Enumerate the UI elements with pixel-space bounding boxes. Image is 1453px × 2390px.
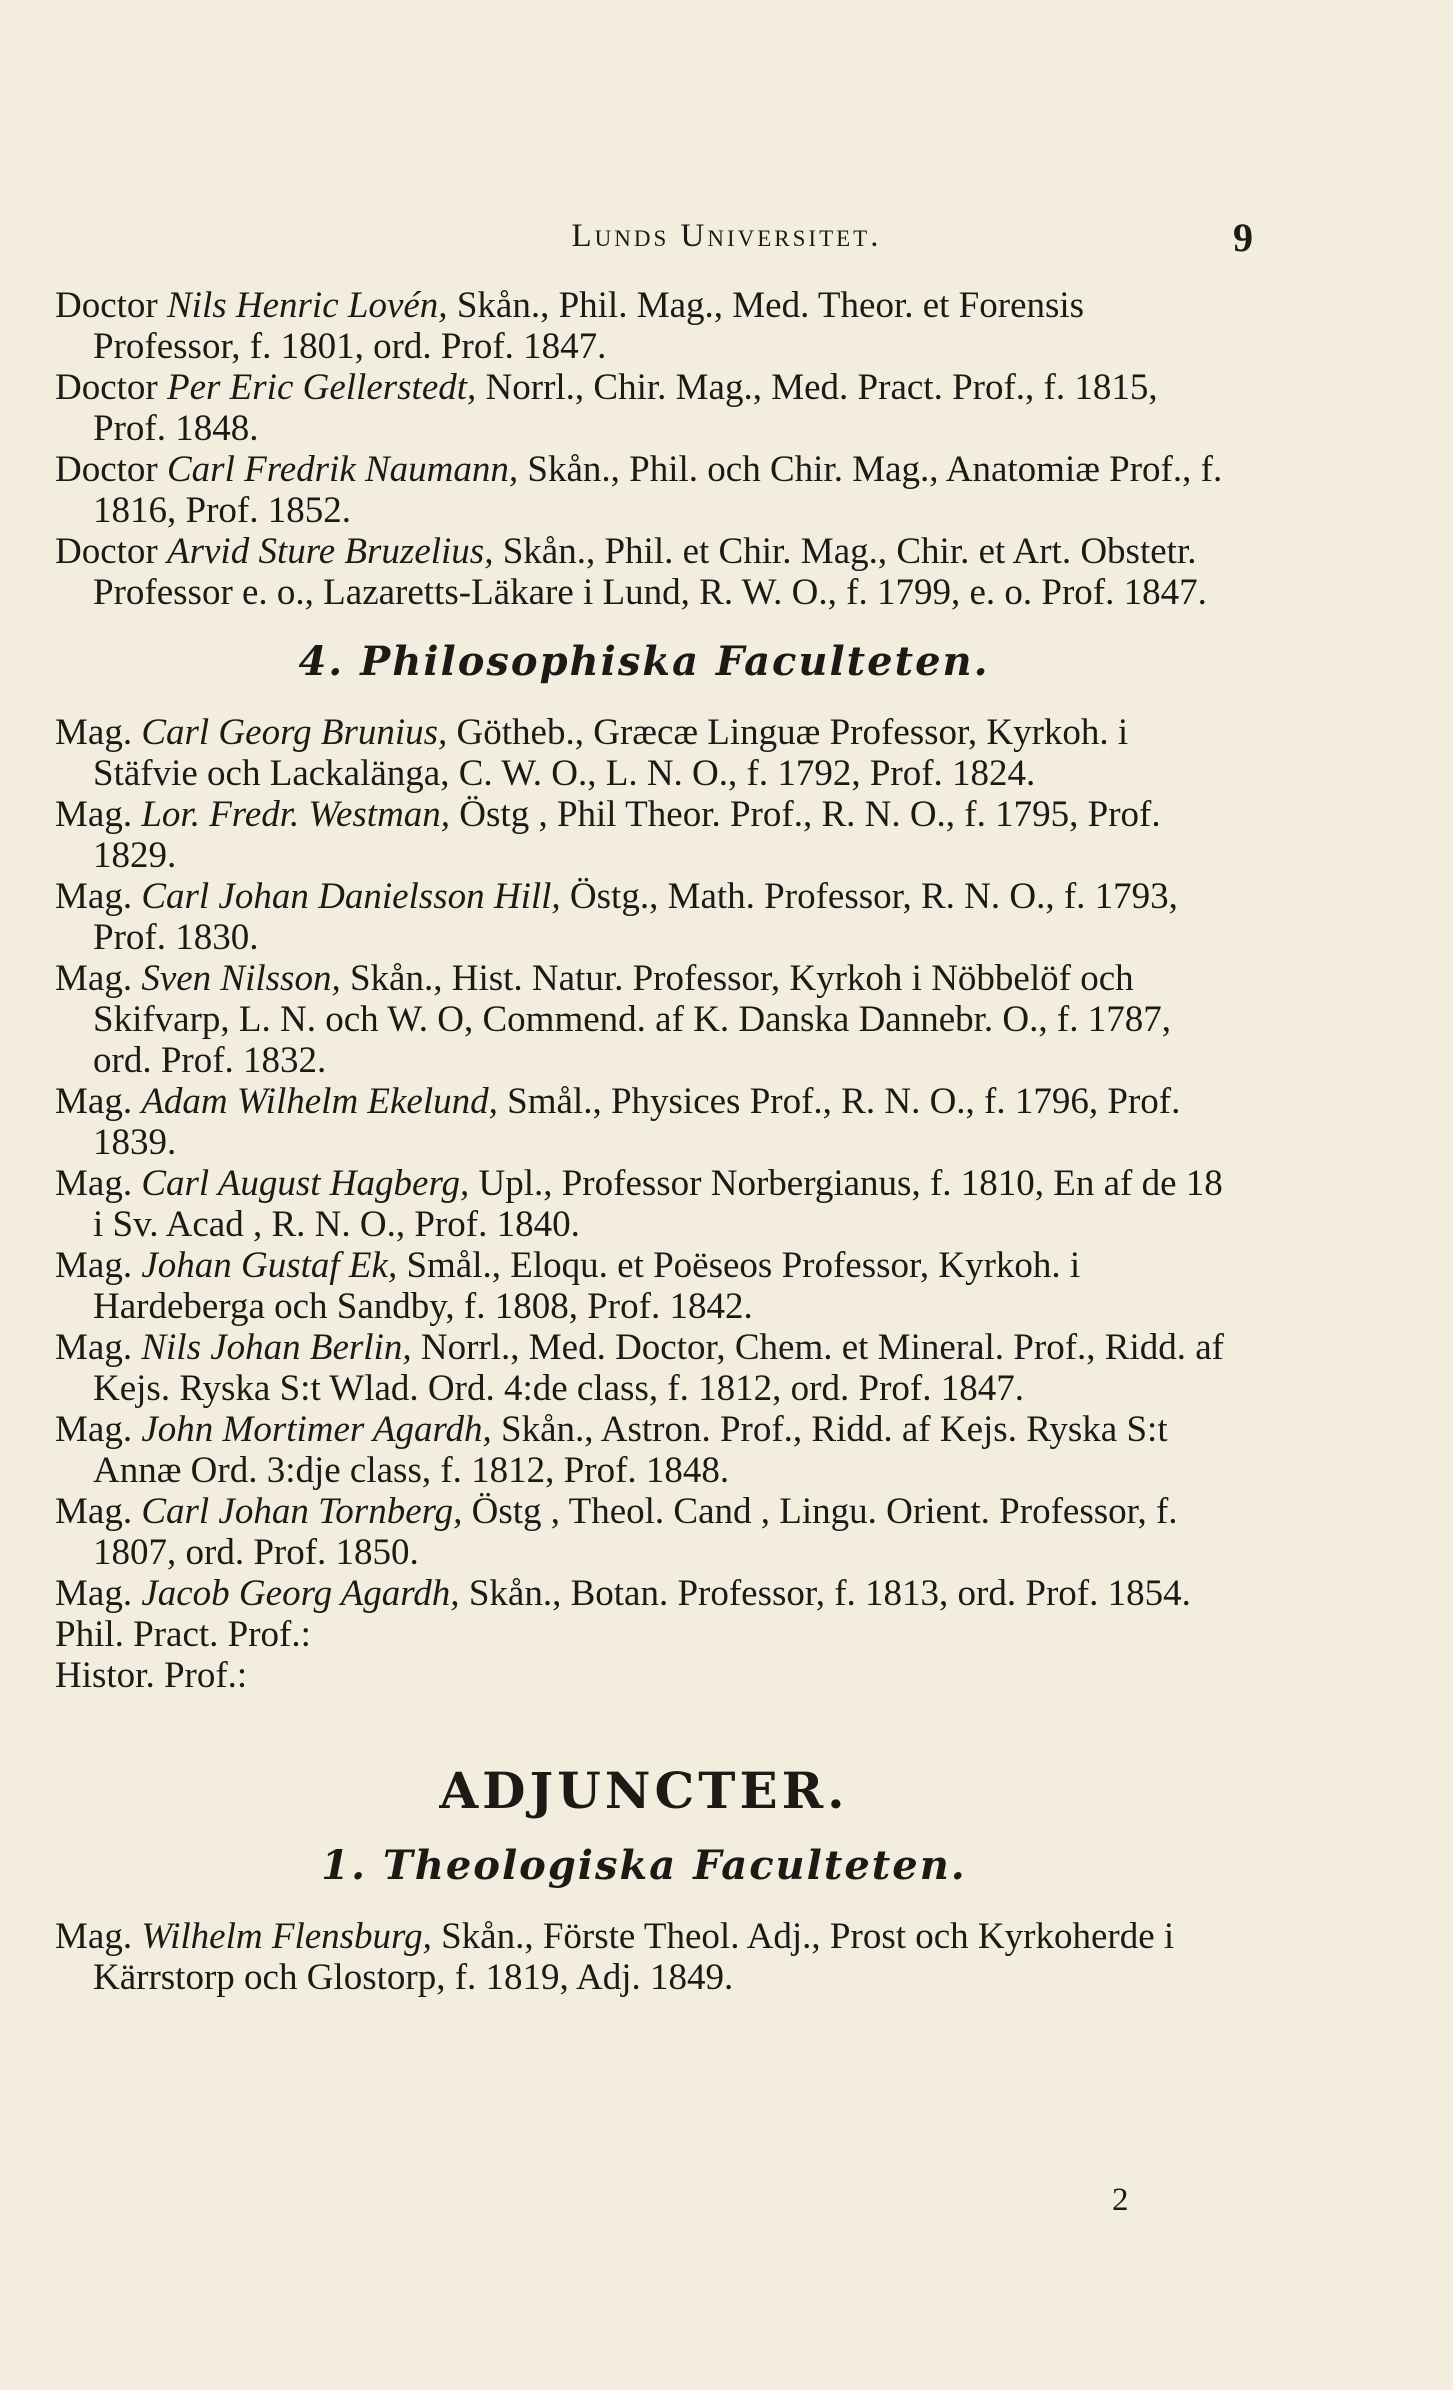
entry-details: Skån., Förste Theol. Adj., Prost och Kyrkoherde i Kärrstorp och Glostorp, f. 1819, Adj. 1849. bbox=[93, 1916, 1175, 1998]
entry bbox=[55, 1573, 1233, 1614]
entry-title: Doctor bbox=[55, 449, 158, 490]
entry-title: Mag. bbox=[55, 1327, 133, 1368]
entry bbox=[55, 285, 1233, 367]
entry-name: Wilhelm Flensburg, bbox=[141, 1916, 432, 1957]
entry-details: Norrl., Med. Doctor, Chem. et Mineral. Prof., Ridd. af Kejs. Ryska S:t Wlad. Ord. 4:de class, f. 1812, ord. Prof. 1847. bbox=[93, 1327, 1224, 1409]
philosophy-entries bbox=[55, 712, 1233, 1696]
entry-name: Carl Georg Brunius, bbox=[141, 712, 448, 753]
page-number: 9 bbox=[1233, 215, 1253, 260]
entry-details: Östg., Math. Professor, R. N. O., f. 1793, Prof. 1830. bbox=[93, 876, 1178, 958]
entry-title: Mag. bbox=[55, 712, 133, 753]
signature-mark: 2 bbox=[1112, 2182, 1129, 2218]
entry-name: John Mortimer Agardh, bbox=[141, 1409, 492, 1450]
entry bbox=[55, 1916, 1233, 1998]
entry-title: Mag. bbox=[55, 1245, 133, 1286]
entry-title: Histor. Prof.: bbox=[55, 1655, 248, 1696]
body-text bbox=[55, 285, 1233, 1998]
entry-title: Mag. bbox=[55, 794, 133, 835]
entry-details: Skån., Phil. et Chir. Mag., Chir. et Art. Obstetr. Professor e. o., Lazaretts-Läkare i Lund, R. W. O., f. 1799, e. o. Prof. 1847. bbox=[93, 531, 1207, 613]
entry bbox=[55, 1655, 1233, 1696]
entry-title: Mag. bbox=[55, 1916, 133, 1957]
entry-details: Östg , Theol. Cand , Lingu. Orient. Professor, f. 1807, ord. Prof. 1850. bbox=[93, 1491, 1178, 1573]
entry-title: Doctor bbox=[55, 367, 158, 408]
entry-details: Skån., Hist. Natur. Professor, Kyrkoh i Nöbbelöf och Skifvarp, L. N. och W. O, Commend. af K. Danska Dannebr. O., f. 1787, ord. Prof. 1832. bbox=[93, 958, 1171, 1081]
entry-name: Carl Fredrik Naumann, bbox=[167, 449, 519, 490]
running-head-first: Lunds bbox=[571, 218, 670, 254]
entry-details: Skån., Botan. Professor, f. 1813, ord. Prof. 1854. bbox=[468, 1573, 1191, 1614]
entry bbox=[55, 1163, 1233, 1245]
section-heading-theology: 1. Theologiska Faculteten. bbox=[321, 1842, 967, 1889]
entry-title: Mag. bbox=[55, 1491, 133, 1532]
entry-details: Östg , Phil Theor. Prof., R. N. O., f. 1795, Prof. 1829. bbox=[93, 794, 1161, 876]
entry bbox=[55, 367, 1233, 449]
theology-entries bbox=[55, 1916, 1233, 1998]
entry-details: Skån., Phil. och Chir. Mag., Anatomiæ Prof., f. 1816, Prof. 1852. bbox=[93, 449, 1223, 531]
section-heading-philosophy: 4. Philosophiska Faculteten. bbox=[298, 638, 990, 685]
entry-name: Carl Johan Danielsson Hill, bbox=[141, 876, 561, 917]
entry-name: Nils Johan Berlin, bbox=[141, 1327, 412, 1368]
entry bbox=[55, 876, 1233, 958]
entry bbox=[55, 1081, 1233, 1163]
entry-details: Smål., Physices Prof., R. N. O., f. 1796, Prof. 1839. bbox=[93, 1081, 1181, 1163]
entry-name: Per Eric Gellerstedt, bbox=[167, 367, 477, 408]
entry-name: Carl Johan Tornberg, bbox=[141, 1491, 463, 1532]
entry-details: Skån., Phil. Mag., Med. Theor. et Forensis Professor, f. 1801, ord. Prof. 1847. bbox=[93, 285, 1085, 367]
entry bbox=[55, 1614, 1233, 1655]
medicine-entries bbox=[55, 285, 1233, 613]
entry bbox=[55, 1327, 1233, 1409]
entry-name: Adam Wilhelm Ekelund, bbox=[141, 1081, 498, 1122]
entry-title: Mag. bbox=[55, 1163, 133, 1204]
entry-title: Mag. bbox=[55, 876, 133, 917]
entry-title: Mag. bbox=[55, 1081, 133, 1122]
entry-title: Doctor bbox=[55, 285, 158, 326]
entry-details: Upl., Professor Norbergianus, f. 1810, En af de 18 i Sv. Acad , R. N. O., Prof. 1840. bbox=[93, 1163, 1223, 1245]
entry-name: Johan Gustaf Ek, bbox=[141, 1245, 398, 1286]
entry bbox=[55, 531, 1233, 613]
entry-details: Norrl., Chir. Mag., Med. Pract. Prof., f. 1815, Prof. 1848. bbox=[93, 367, 1158, 449]
entry-details: Skån., Astron. Prof., Ridd. af Kejs. Ryska S:t Annæ Ord. 3:dje class, f. 1812, Prof. 1848. bbox=[93, 1409, 1168, 1491]
entry bbox=[55, 1491, 1233, 1573]
entry bbox=[55, 794, 1233, 876]
entry-title: Mag. bbox=[55, 1573, 133, 1614]
entry-title: Mag. bbox=[55, 1409, 133, 1450]
heading-adjuncter: ADJUNCTER. bbox=[439, 1761, 849, 1820]
entry-name: Lor. Fredr. Westman, bbox=[141, 794, 451, 835]
entry bbox=[55, 958, 1233, 1081]
running-head-second: Universitet. bbox=[680, 218, 882, 254]
entry-name: Arvid Sture Bruzelius, bbox=[167, 531, 494, 572]
entry-details: Smål., Eloqu. et Poëseos Professor, Kyrkoh. i Hardeberga och Sandby, f. 1808, Prof. 1842. bbox=[93, 1245, 1081, 1327]
entry-title: Mag. bbox=[55, 958, 133, 999]
entry bbox=[55, 712, 1233, 794]
entry-title: Doctor bbox=[55, 531, 158, 572]
entry-name: Carl August Hagberg, bbox=[141, 1163, 470, 1204]
entry bbox=[55, 1409, 1233, 1491]
entry-name: Sven Nilsson, bbox=[141, 958, 341, 999]
entry-name: Nils Henric Lovén, bbox=[167, 285, 448, 326]
entry-details: Götheb., Græcæ Linguæ Professor, Kyrkoh. i Stäfvie och Lackalänga, C. W. O., L. N. O., f. 1792, Prof. 1824. bbox=[93, 712, 1129, 794]
entry bbox=[55, 449, 1233, 531]
entry-title: Phil. Pract. Prof.: bbox=[55, 1614, 311, 1655]
entry bbox=[55, 1245, 1233, 1327]
entry-name: Jacob Georg Agardh, bbox=[141, 1573, 460, 1614]
